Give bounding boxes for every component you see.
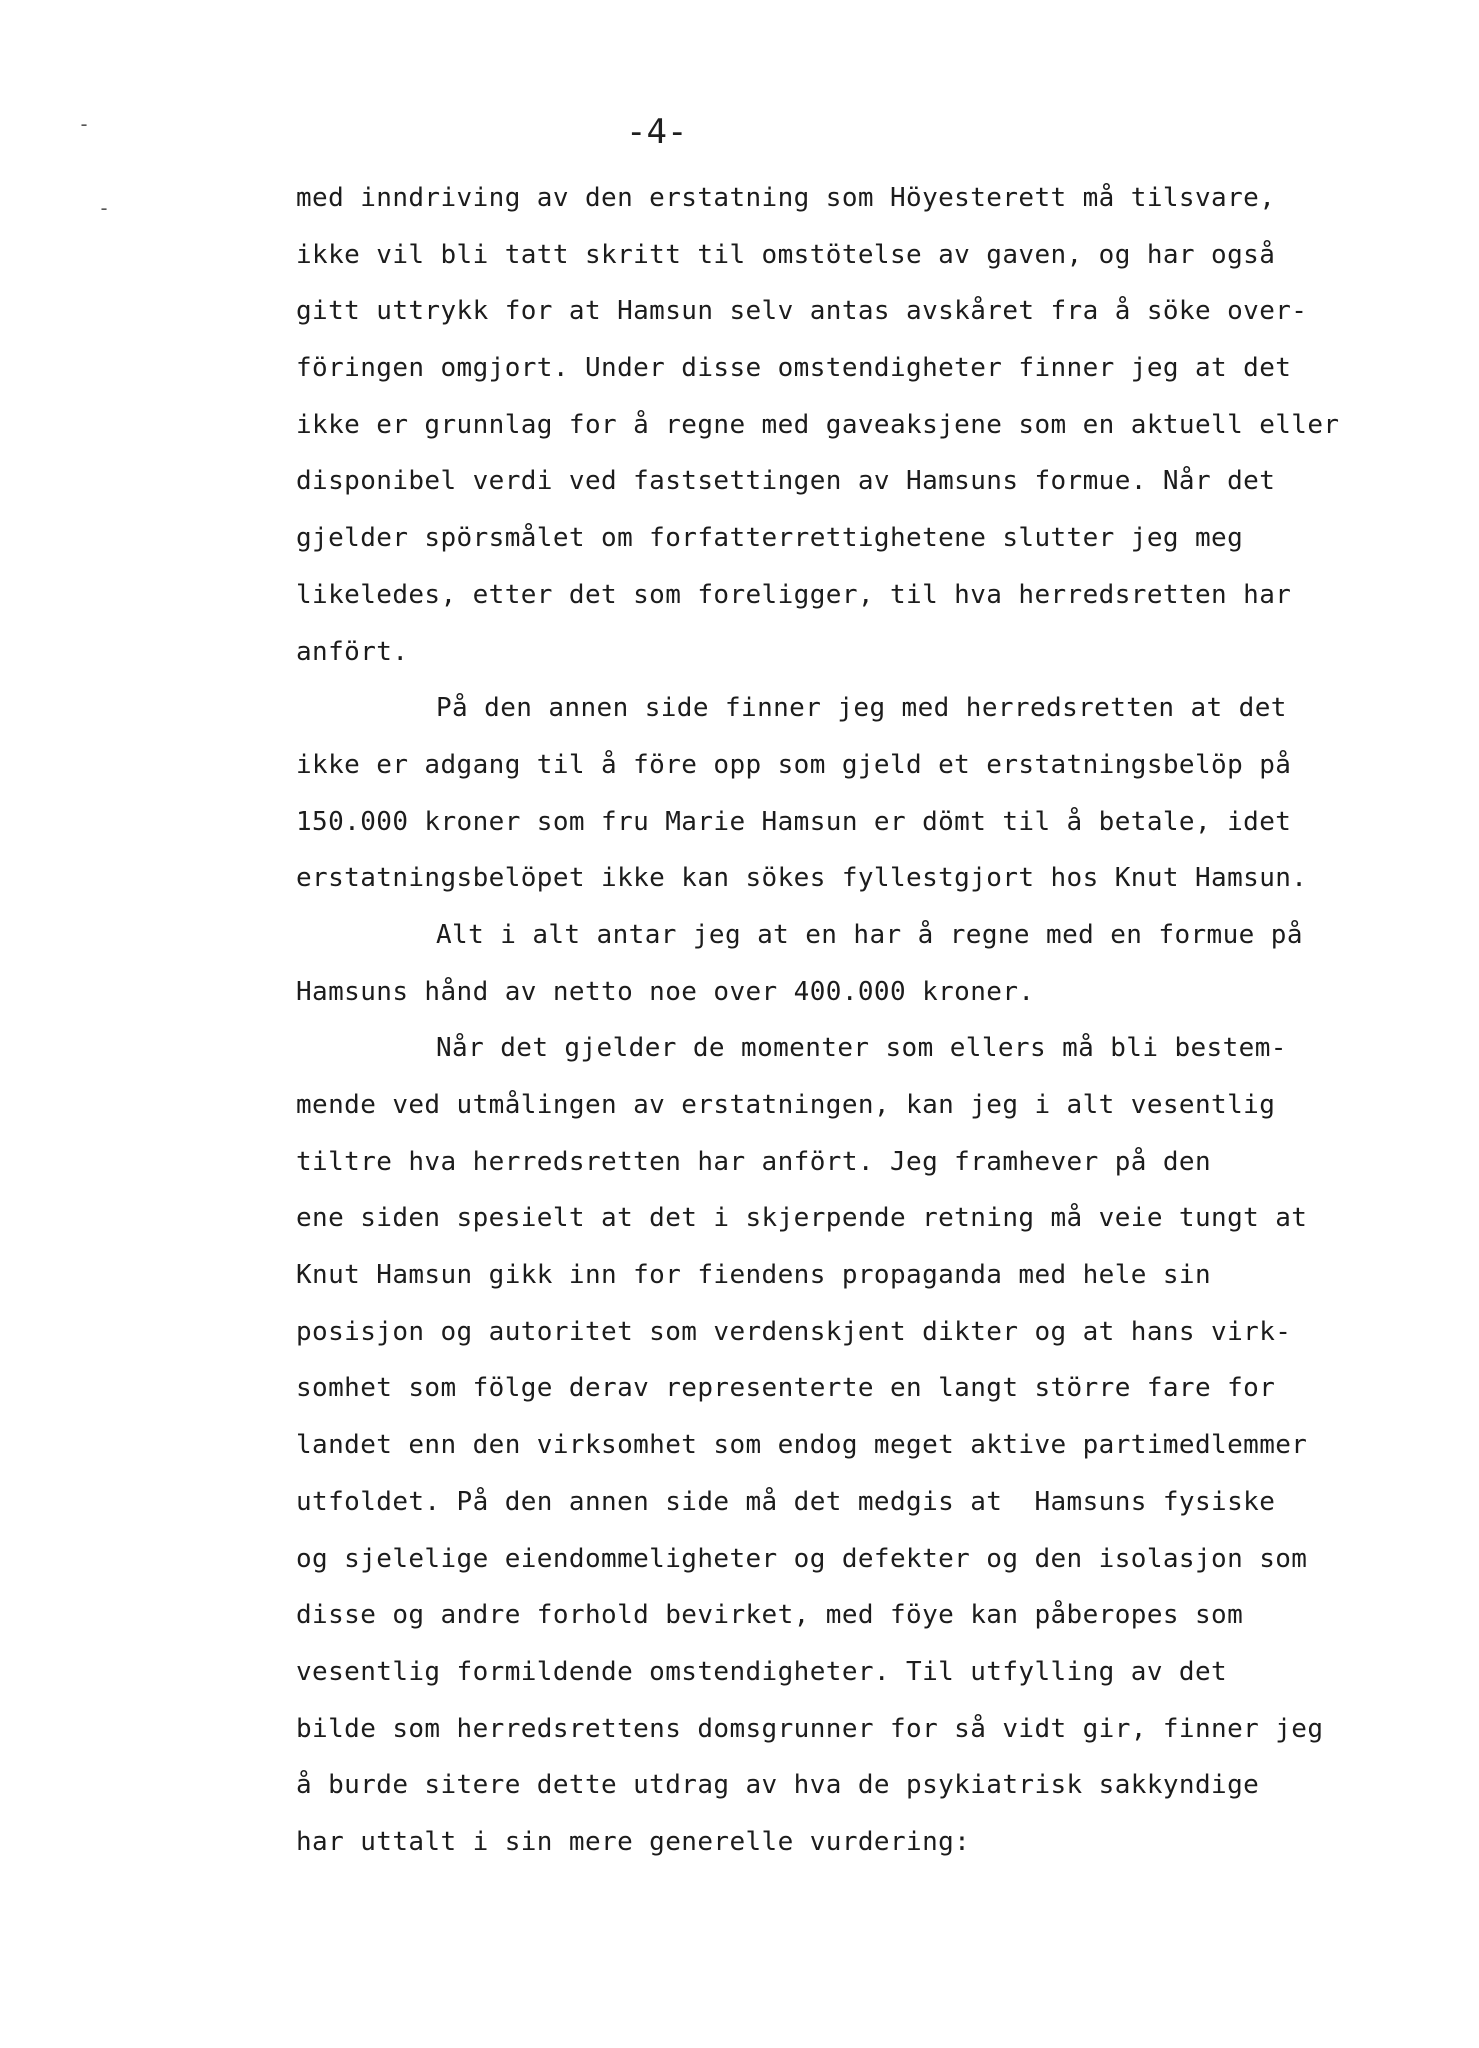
text-line: På den annen side finner jeg med herredsretten at det: [436, 693, 1287, 724]
text-line: tiltre hva herredsretten har anfört. Jeg framhever på den: [296, 1146, 1212, 1177]
text-line: gitt uttrykk for at Hamsun selv antas avskåret fra å söke over-: [296, 296, 1308, 327]
text-line: ikke vil bli tatt skritt til omstötelse av gaven, og har også: [296, 239, 1276, 270]
text-line: og sjelelige eiendommeligheter og defekter og den isolasjon som: [296, 1543, 1308, 1574]
text-line: Knut Hamsun gikk inn for fiendens propaganda med hele sin: [296, 1260, 1212, 1291]
text-line: har uttalt i sin mere generelle vurdering:: [296, 1826, 971, 1857]
page-number: -4-: [626, 112, 688, 152]
text-line: landet enn den virksomhet som endog meget aktive partimedlemmer: [296, 1430, 1308, 1461]
text-line: bilde som herredsrettens domsgrunner for så vidt gir, finner jeg: [296, 1713, 1324, 1744]
text-line: föringen omgjort. Under disse omstendigheter finner jeg at det: [296, 353, 1292, 384]
text-line: erstatningsbelöpet ikke kan sökes fyllestgjort hos Knut Hamsun.: [296, 863, 1308, 894]
text-line: disse og andre forhold bevirket, med föye kan påberopes som: [296, 1600, 1244, 1631]
text-line: gjelder spörsmålet om forfatterrettighetene slutter jeg meg: [296, 523, 1244, 554]
text-line: vesentlig formildende omstendigheter. Til utfylling av det: [296, 1656, 1228, 1687]
text-line: disponibel verdi ved fastsettingen av Hamsuns formue. Når det: [296, 466, 1276, 497]
text-line: Når det gjelder de momenter som ellers må bli bestem-: [436, 1033, 1287, 1064]
text-line: ikke er grunnlag for å regne med gaveaksjene som en aktuell eller: [296, 409, 1340, 440]
text-line: likeledes, etter det som foreligger, til hva herredsretten har: [296, 579, 1292, 610]
text-line: ene siden spesielt at det i skjerpende retning må veie tungt at: [296, 1203, 1308, 1234]
text-line: utfoldet. På den annen side må det medgis at Hamsuns fysiske: [296, 1486, 1276, 1517]
margin-mark: -: [98, 196, 111, 220]
text-line: 150.000 kroner som fru Marie Hamsun er dömt til å betale, idet: [296, 806, 1292, 837]
margin-mark: -: [78, 112, 91, 136]
text-line: Alt i alt antar jeg at en har å regne med en formue på: [436, 919, 1303, 950]
text-line: Hamsuns hånd av netto noe over 400.000 kroner.: [296, 976, 1035, 1007]
text-line: mende ved utmålingen av erstatningen, kan jeg i alt vesentlig: [296, 1090, 1276, 1120]
text-line: ikke er adgang til å före opp som gjeld et erstatningsbelöp på: [296, 749, 1292, 780]
body-text: [296, 170, 1426, 1871]
text-line: å burde sitere dette utdrag av hva de psykiatrisk sakkyndige: [296, 1770, 1260, 1801]
text-line: posisjon og autoritet som verdenskjent dikter og at hans virk-: [296, 1316, 1292, 1347]
text-line: anfört.: [296, 636, 409, 667]
text-line: somhet som fölge derav representerte en langt större fare for: [296, 1373, 1276, 1404]
text-line: med inndriving av den erstatning som Höyesterett må tilsvare,: [296, 183, 1276, 213]
